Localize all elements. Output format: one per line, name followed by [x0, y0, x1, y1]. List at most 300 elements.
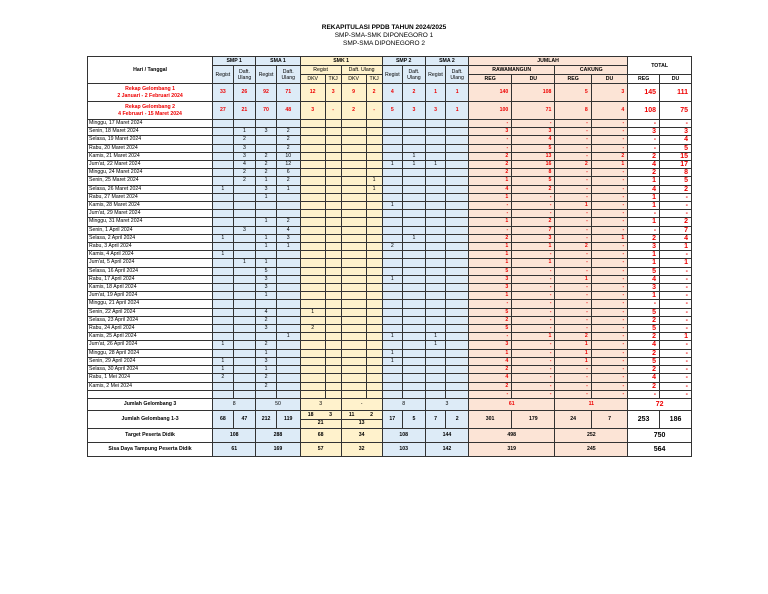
sma2-header: SMA 2 — [425, 57, 468, 66]
wave-label — [88, 102, 213, 120]
table-cell — [300, 374, 325, 382]
table-cell — [382, 144, 402, 152]
table-cell: 1 — [276, 333, 300, 341]
jumlah-13-label: Jumlah Gelombang 1-3 — [88, 410, 213, 428]
table-cell: 1 — [366, 185, 382, 193]
table-cell: 2 — [660, 185, 692, 193]
smk-sum-part: 18 — [307, 411, 314, 418]
table-cell — [325, 210, 341, 218]
table-cell — [300, 284, 325, 292]
table-row — [88, 267, 692, 275]
table-cell — [233, 349, 256, 357]
table-cell: - — [591, 226, 627, 234]
table-cell: 1 — [382, 161, 402, 169]
table-cell: 1 — [591, 161, 627, 169]
table-cell: - — [660, 366, 692, 374]
table-cell: 3 — [276, 234, 300, 242]
table-cell — [446, 333, 469, 341]
table-cell — [213, 202, 233, 210]
date-cell: Jum'at, 26 April 2024 — [88, 341, 213, 349]
date-cell: Kamis, 4 April 2024 — [88, 251, 213, 259]
jumlah-cell: 3 — [300, 398, 341, 410]
table-cell: - — [591, 259, 627, 267]
table-cell: - — [512, 357, 555, 365]
table-cell: 2 — [555, 243, 591, 251]
date-cell: Minggu, 24 Maret 2024 — [88, 169, 213, 177]
table-row — [88, 300, 692, 308]
table-row — [88, 185, 692, 193]
table-cell — [325, 226, 341, 234]
table-cell — [382, 374, 402, 382]
table-cell — [300, 152, 325, 160]
date-cell: Kamis, 18 April 2024 — [88, 284, 213, 292]
table-cell: 1 — [555, 202, 591, 210]
table-cell: - — [469, 210, 512, 218]
table-cell: 1 — [382, 333, 402, 341]
cak-du-header: DU — [591, 75, 627, 84]
table-cell — [213, 152, 233, 160]
table-cell: 1 — [403, 161, 426, 169]
table-cell: 16 — [512, 161, 555, 169]
table-cell — [382, 226, 402, 234]
jumlah-gel3-label: Jumlah Gelombang 3 — [88, 398, 213, 410]
table-cell: - — [628, 210, 660, 218]
table-cell — [341, 390, 366, 398]
table-cell: 1 — [425, 341, 445, 349]
table-cell — [276, 284, 300, 292]
table-cell — [382, 284, 402, 292]
date-cell: Senin, 29 April 2024 — [88, 357, 213, 365]
table-cell — [213, 243, 233, 251]
table-cell — [325, 275, 341, 283]
table-cell — [425, 374, 445, 382]
date-cell: Jum'at, 22 Maret 2024 — [88, 161, 213, 169]
raw-du-header: DU — [512, 75, 555, 84]
table-cell: - — [512, 267, 555, 275]
table-cell: - — [555, 218, 591, 226]
table-cell: - — [469, 390, 512, 398]
table-cell: 2 — [256, 161, 276, 169]
table-row — [88, 218, 692, 226]
table-cell — [366, 226, 382, 234]
table-cell — [276, 325, 300, 333]
table-cell: 4 — [469, 357, 512, 365]
wave-value: 140 — [469, 84, 512, 102]
target-row — [88, 428, 692, 442]
table-cell: 2 — [469, 161, 512, 169]
table-cell: 2 — [256, 169, 276, 177]
table-cell: - — [591, 374, 627, 382]
jumlah-cell: - — [341, 398, 382, 410]
table-cell — [425, 136, 445, 144]
table-cell — [300, 292, 325, 300]
table-cell: - — [512, 316, 555, 324]
table-cell: 8 — [660, 169, 692, 177]
smk1-du-header: Daft. Ulang — [341, 66, 382, 75]
table-cell: 1 — [660, 259, 692, 267]
target-label: Target Peserta Didik — [88, 428, 213, 442]
sisa-cell: 169 — [256, 442, 300, 456]
table-cell: 1 — [512, 243, 555, 251]
table-cell: 8 — [512, 169, 555, 177]
table-cell: - — [591, 210, 627, 218]
table-cell: 2 — [256, 374, 276, 382]
table-cell — [382, 234, 402, 242]
table-cell — [325, 382, 341, 390]
table-cell: 3 — [233, 226, 256, 234]
table-cell: 1 — [213, 251, 233, 259]
table-cell: - — [591, 144, 627, 152]
table-cell — [366, 234, 382, 242]
table-cell — [325, 292, 341, 300]
table-cell: 4 — [276, 226, 300, 234]
table-cell: 3 — [256, 128, 276, 136]
wave-value: - — [325, 102, 341, 120]
table-cell — [233, 316, 256, 324]
table-cell — [366, 325, 382, 333]
table-cell: 6 — [276, 169, 300, 177]
table-cell — [341, 333, 366, 341]
table-row — [88, 366, 692, 374]
table-cell — [425, 120, 445, 128]
table-cell: 2 — [256, 341, 276, 349]
table-cell — [341, 136, 366, 144]
table-cell — [300, 382, 325, 390]
table-cell — [425, 185, 445, 193]
table-cell — [233, 185, 256, 193]
table-cell — [403, 144, 426, 152]
table-cell — [256, 333, 276, 341]
date-cell: Kamis, 25 April 2024 — [88, 333, 213, 341]
table-cell — [446, 284, 469, 292]
date-cell: Rabu, 3 April 2024 — [88, 243, 213, 251]
table-cell: - — [591, 357, 627, 365]
table-cell: 3 — [469, 128, 512, 136]
smp1-du-header: Daft. Ulang — [233, 66, 256, 84]
table-cell — [276, 316, 300, 324]
table-cell — [325, 185, 341, 193]
sisa-cell: 142 — [425, 442, 468, 456]
table-cell: - — [660, 357, 692, 365]
table-cell — [256, 210, 276, 218]
date-cell: Selasa, 16 April 2024 — [88, 267, 213, 275]
smk-sum-cell — [341, 410, 382, 428]
table-cell — [341, 177, 366, 185]
table-cell — [300, 390, 325, 398]
table-cell: - — [591, 185, 627, 193]
jumlah-cell: 119 — [276, 410, 300, 428]
table-cell: - — [591, 177, 627, 185]
table-cell: 2 — [469, 366, 512, 374]
table-cell — [446, 202, 469, 210]
table-row — [88, 390, 692, 398]
table-cell: 1 — [425, 333, 445, 341]
table-cell: - — [591, 316, 627, 324]
table-row — [88, 341, 692, 349]
table-cell — [366, 259, 382, 267]
table-cell: - — [591, 193, 627, 201]
table-cell: - — [555, 251, 591, 259]
table-cell — [382, 259, 402, 267]
table-cell — [425, 275, 445, 283]
smk-sum-part: 11 — [348, 411, 355, 418]
table-cell — [446, 366, 469, 374]
table-cell — [276, 251, 300, 259]
table-cell: 4 — [628, 161, 660, 169]
table-cell: 2 — [628, 169, 660, 177]
table-cell — [446, 251, 469, 259]
report-subtitle-1: SMP-SMA-SMK DIPONEGORO 1 — [334, 32, 434, 39]
table-cell — [300, 316, 325, 324]
table-cell — [341, 169, 366, 177]
table-cell: - — [660, 325, 692, 333]
table-cell: 5 — [628, 267, 660, 275]
table-cell: 3 — [660, 128, 692, 136]
date-cell: Rabu, 27 Maret 2024 — [88, 193, 213, 201]
sisa-cell: 319 — [469, 442, 555, 456]
report-title: REKAPITULASI PPDB TAHUN 2024/2025 — [321, 24, 447, 31]
table-cell — [403, 169, 426, 177]
table-cell — [366, 341, 382, 349]
table-cell: 1 — [256, 234, 276, 242]
table-cell — [300, 136, 325, 144]
table-cell: - — [628, 144, 660, 152]
table-cell: - — [469, 136, 512, 144]
table-cell — [425, 243, 445, 251]
table-row — [88, 202, 692, 210]
table-cell — [325, 193, 341, 201]
table-cell: 2 — [555, 333, 591, 341]
table-cell — [366, 161, 382, 169]
table-cell: 1 — [382, 349, 402, 357]
date-cell: Minggu, 17 Maret 2024 — [88, 120, 213, 128]
table-cell — [213, 300, 233, 308]
table-cell — [425, 357, 445, 365]
table-cell: - — [512, 325, 555, 333]
wave-value: 27 — [213, 102, 233, 120]
table-cell — [276, 374, 300, 382]
table-cell: - — [660, 275, 692, 283]
date-cell: Jum'at, 5 April 2024 — [88, 259, 213, 267]
table-cell: - — [469, 120, 512, 128]
table-cell: 4 — [628, 374, 660, 382]
table-cell: 2 — [628, 234, 660, 242]
table-cell: 4 — [660, 136, 692, 144]
table-cell — [276, 193, 300, 201]
table-cell: - — [591, 136, 627, 144]
table-cell — [446, 292, 469, 300]
table-cell: - — [591, 243, 627, 251]
table-cell — [325, 390, 341, 398]
table-cell: 2 — [512, 218, 555, 226]
table-cell — [366, 267, 382, 275]
table-cell — [425, 300, 445, 308]
table-cell — [446, 128, 469, 136]
table-cell: 1 — [233, 128, 256, 136]
sma1-header: SMA 1 — [256, 57, 300, 66]
table-cell: - — [591, 169, 627, 177]
table-cell — [213, 226, 233, 234]
table-cell — [382, 152, 402, 160]
table-cell — [233, 292, 256, 300]
table-cell: - — [628, 136, 660, 144]
table-cell — [446, 267, 469, 275]
table-cell — [446, 243, 469, 251]
table-cell — [341, 341, 366, 349]
sisa-cell: 32 — [341, 442, 382, 456]
table-row — [88, 292, 692, 300]
table-cell: - — [512, 292, 555, 300]
table-cell: 1 — [425, 161, 445, 169]
table-cell: 4 — [233, 161, 256, 169]
table-cell — [233, 325, 256, 333]
table-cell: - — [660, 390, 692, 398]
table-cell: - — [660, 349, 692, 357]
table-cell — [341, 210, 366, 218]
table-cell — [403, 374, 426, 382]
table-cell: 2 — [276, 177, 300, 185]
table-cell: 5 — [469, 325, 512, 333]
table-cell — [341, 259, 366, 267]
wave-value: 145 — [628, 84, 660, 102]
table-row — [88, 308, 692, 316]
table-cell — [403, 316, 426, 324]
tkj-reg-header: TKJ — [325, 75, 341, 84]
table-cell — [403, 349, 426, 357]
table-cell — [446, 144, 469, 152]
jumlah-cell: 47 — [233, 410, 256, 428]
table-cell: - — [555, 144, 591, 152]
table-row — [88, 161, 692, 169]
table-cell — [403, 308, 426, 316]
date-header: Hari / Tanggal — [88, 57, 213, 84]
wave-value: 100 — [469, 102, 512, 120]
table-cell — [382, 120, 402, 128]
table-cell — [366, 210, 382, 218]
table-cell — [446, 357, 469, 365]
table-cell — [325, 357, 341, 365]
table-cell: 1 — [628, 202, 660, 210]
table-cell: - — [660, 210, 692, 218]
table-cell: 2 — [233, 136, 256, 144]
table-cell — [425, 259, 445, 267]
table-cell — [403, 177, 426, 185]
table-cell — [382, 308, 402, 316]
sisa-label: Sisa Daya Tampung Peserta Didik — [88, 442, 213, 456]
table-cell: - — [591, 390, 627, 398]
table-row — [88, 177, 692, 185]
table-cell — [425, 308, 445, 316]
table-cell: 3 — [256, 284, 276, 292]
table-cell — [341, 300, 366, 308]
table-cell: 1 — [555, 349, 591, 357]
table-cell: 1 — [628, 218, 660, 226]
table-cell: 4 — [256, 308, 276, 316]
table-cell — [382, 177, 402, 185]
table-cell — [341, 349, 366, 357]
table-cell — [325, 202, 341, 210]
table-cell — [403, 185, 426, 193]
table-cell: - — [591, 366, 627, 374]
table-cell: - — [555, 136, 591, 144]
smk1-regist-header: Regist — [300, 66, 341, 75]
target-cell: 144 — [425, 428, 468, 442]
table-cell — [366, 349, 382, 357]
table-cell: 1 — [555, 341, 591, 349]
table-cell: - — [660, 316, 692, 324]
table-cell — [213, 136, 233, 144]
table-cell — [325, 341, 341, 349]
table-cell — [425, 316, 445, 324]
table-cell: 3 — [256, 325, 276, 333]
table-cell: 2 — [300, 325, 325, 333]
table-cell: 1 — [256, 243, 276, 251]
wave-label-title: Rekap Gelombang 2 — [125, 103, 175, 110]
table-cell — [300, 144, 325, 152]
table-cell — [233, 374, 256, 382]
table-cell — [276, 210, 300, 218]
table-row — [88, 152, 692, 160]
table-cell — [300, 161, 325, 169]
table-cell — [325, 284, 341, 292]
total-du-header: DU — [660, 75, 692, 84]
table-cell — [213, 144, 233, 152]
table-cell — [213, 161, 233, 169]
table-cell: 2 — [469, 169, 512, 177]
table-cell — [276, 120, 300, 128]
table-cell — [213, 267, 233, 275]
table-cell — [403, 284, 426, 292]
date-cell: Jum'at, 29 Maret 2024 — [88, 210, 213, 218]
wave-label-range: 4 Februari - 15 Maret 2024 — [118, 110, 182, 117]
table-cell — [446, 382, 469, 390]
table-cell: - — [512, 341, 555, 349]
table-cell — [425, 382, 445, 390]
date-cell: Minggu, 21 April 2024 — [88, 300, 213, 308]
jumlah-cell: 8 — [382, 398, 425, 410]
jumlah-cell: 24 — [555, 410, 591, 428]
total-header: TOTAL — [628, 57, 692, 75]
table-cell: 4 — [628, 275, 660, 283]
table-cell — [403, 226, 426, 234]
table-cell: 2 — [628, 152, 660, 160]
date-cell: Selasa, 19 Maret 2024 — [88, 136, 213, 144]
table-cell: 1 — [276, 185, 300, 193]
table-cell: 2 — [628, 349, 660, 357]
jumlah-cell: 5 — [403, 410, 426, 428]
table-cell — [341, 193, 366, 201]
table-cell — [256, 226, 276, 234]
table-cell: 1 — [469, 292, 512, 300]
table-cell — [341, 234, 366, 242]
table-row — [88, 251, 692, 259]
table-cell: - — [512, 300, 555, 308]
table-cell — [446, 120, 469, 128]
gel1-row — [88, 84, 692, 102]
wave-value: 4 — [382, 84, 402, 102]
raw-reg-header: REG — [469, 75, 512, 84]
table-cell — [446, 177, 469, 185]
table-cell — [403, 390, 426, 398]
table-cell: - — [555, 210, 591, 218]
table-cell — [446, 234, 469, 242]
table-cell — [213, 316, 233, 324]
table-cell: 2 — [256, 382, 276, 390]
table-cell — [325, 161, 341, 169]
table-cell: - — [628, 300, 660, 308]
table-cell: - — [555, 177, 591, 185]
table-cell: 2 — [276, 128, 300, 136]
